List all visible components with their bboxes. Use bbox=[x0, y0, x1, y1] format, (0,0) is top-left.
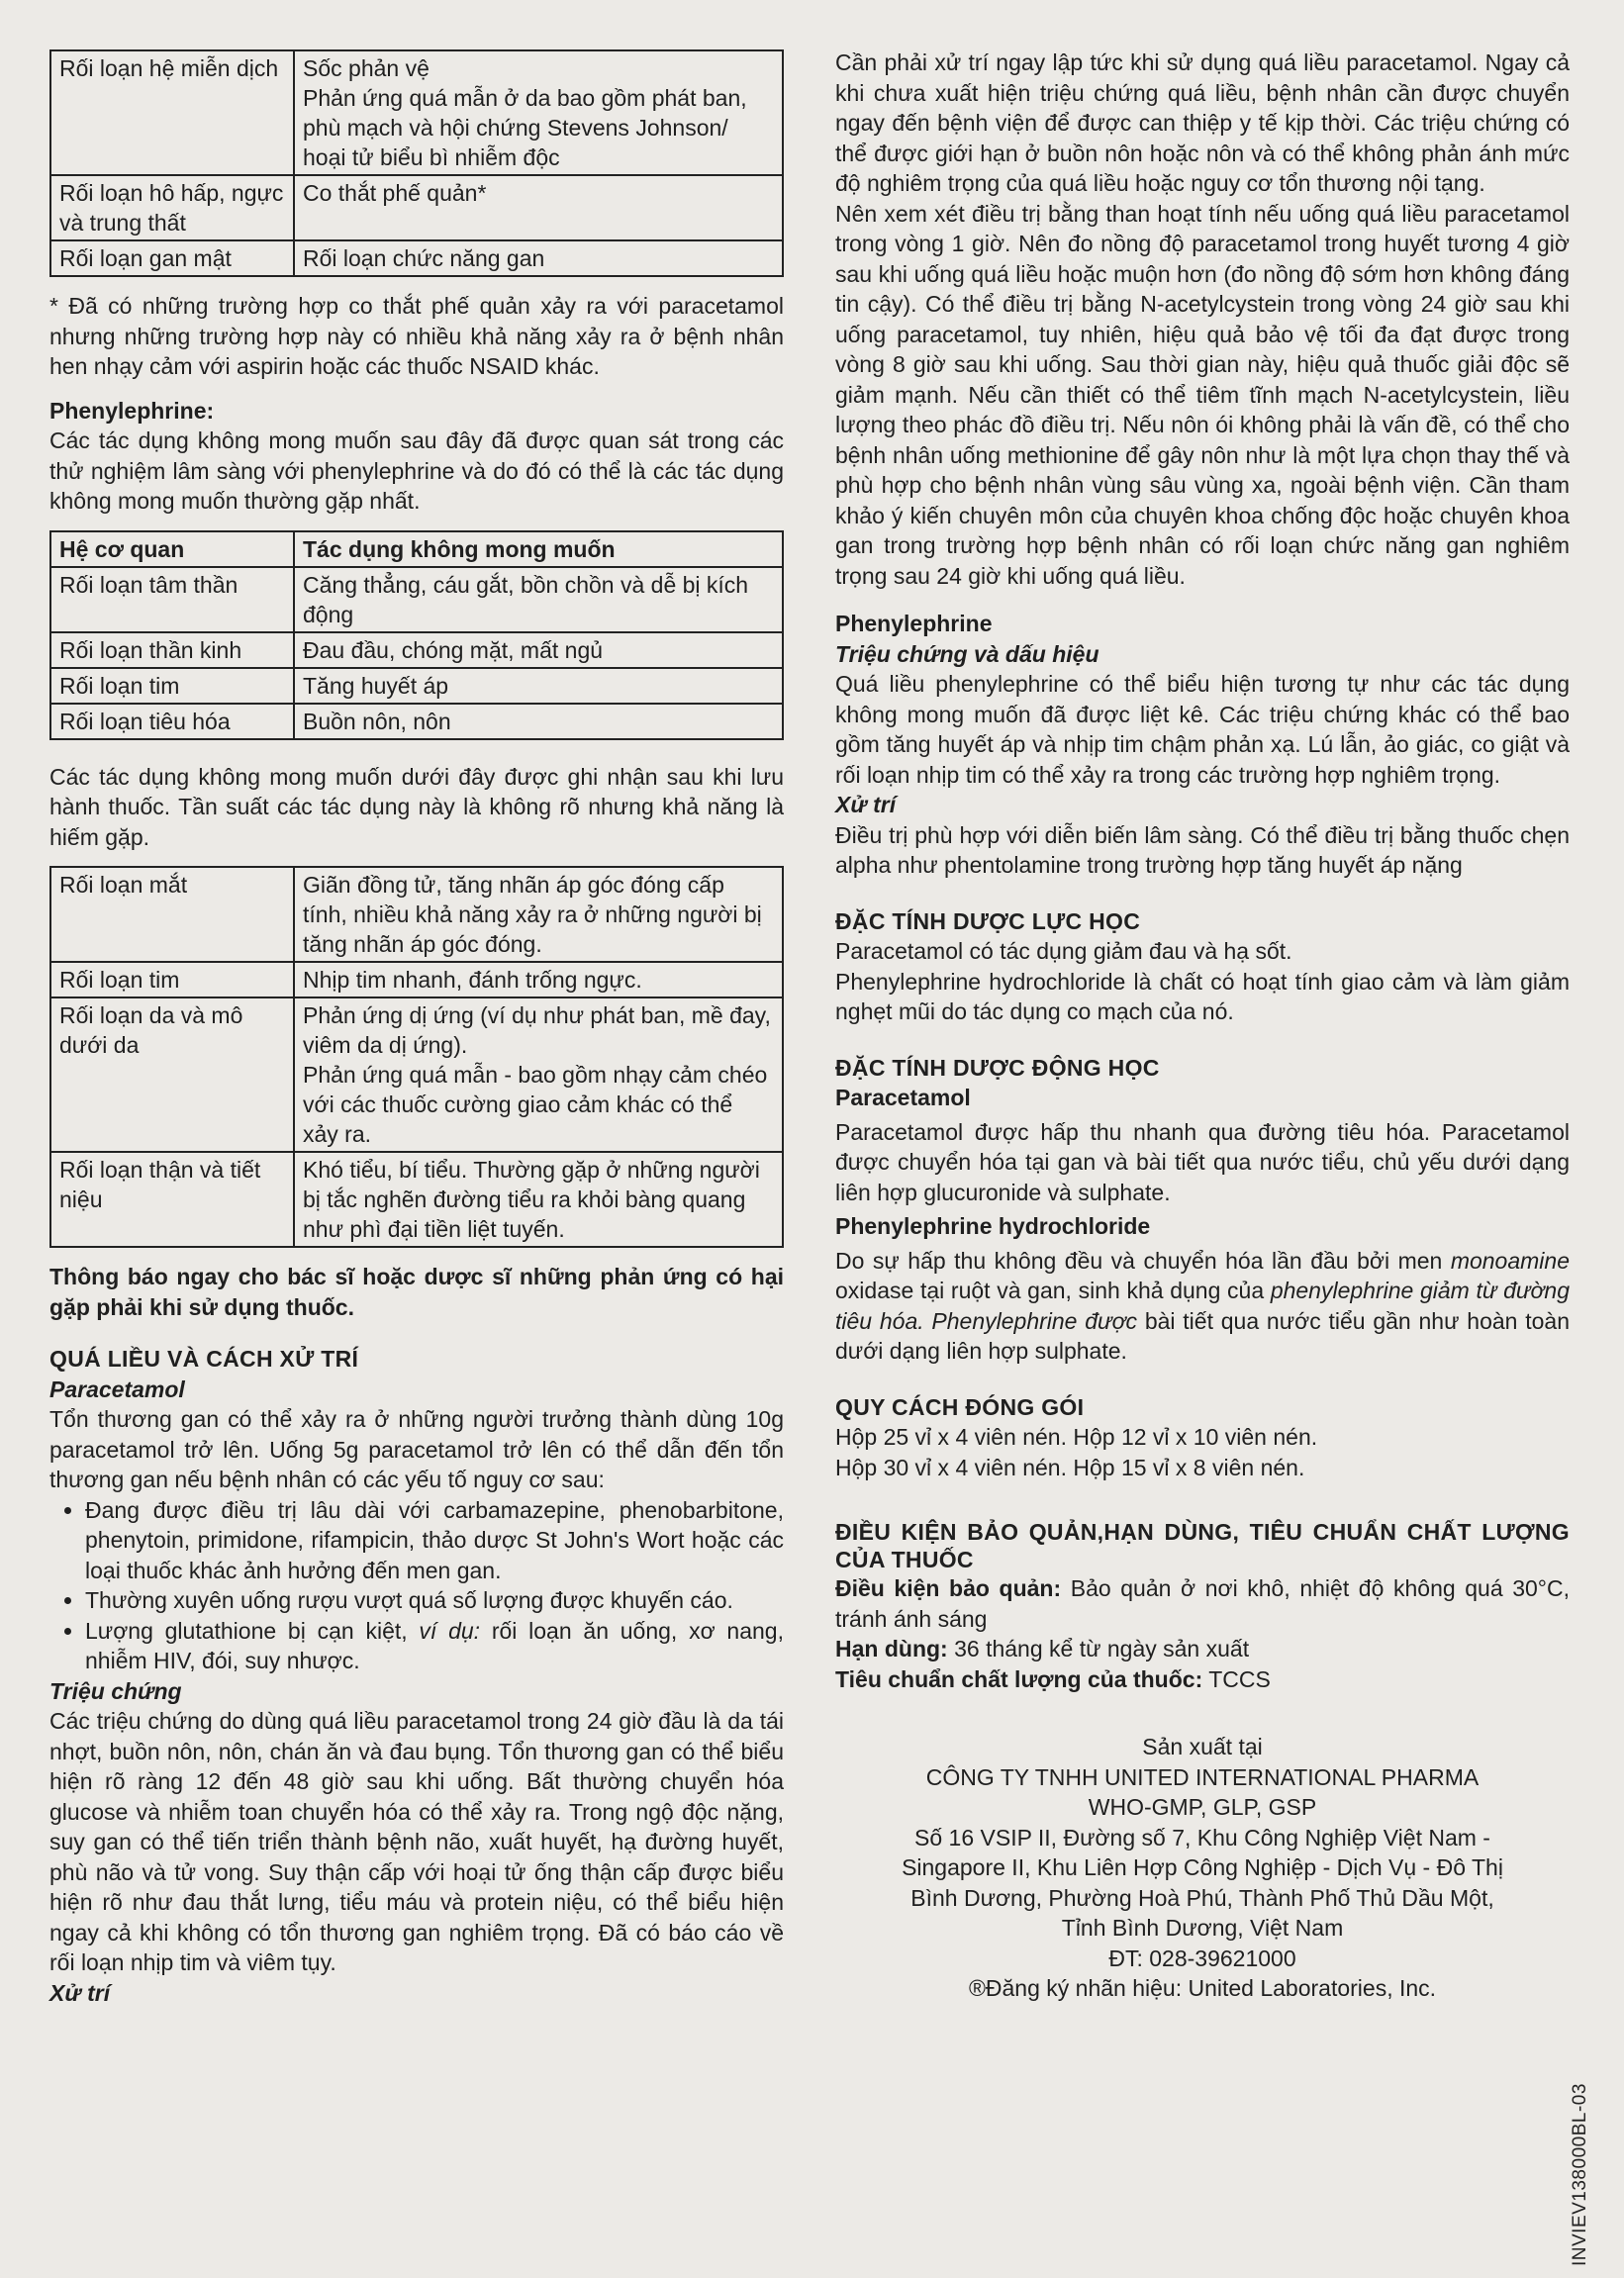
table-row bbox=[50, 567, 783, 632]
phenylephrine-heading: Phenylephrine: bbox=[49, 397, 215, 424]
table-row bbox=[50, 867, 783, 962]
effect-cell: Co thắt phế quản* bbox=[294, 175, 783, 240]
phenyl-treatment-heading: Xử trí bbox=[835, 792, 897, 817]
treatment-heading: Xử trí bbox=[49, 1979, 111, 2006]
table-row bbox=[50, 1152, 783, 1247]
effect-cell: Buồn nôn, nôn bbox=[294, 704, 783, 739]
table-row bbox=[50, 632, 783, 668]
manufacturer-block bbox=[835, 1732, 1570, 2004]
adverse-table-paracetamol bbox=[49, 49, 784, 277]
left-column bbox=[49, 0, 784, 2008]
storage-conditions: Điều kiện bảo quản: Bảo quản ở nơi khô, nhiệt độ không quá 30°C, tránh ánh sáng bbox=[835, 1575, 1570, 1632]
list-item: • Đang được điều trị lâu dài với carbamazepine, phenobarbitone, phenytoin, primidone, rifampicin, thảo dược St John's Wort hoặc các loại thuốc khác ảnh hưởng đến men gan. bbox=[85, 1495, 784, 1586]
pk-phenylephrine-paragraph: Do sự hấp thu không đều và chuyển hóa lần đầu bởi men monoamine oxidase tại ruột và gan, sinh khả dụng của phenylephrine giảm từ đường tiêu hóa. Phenylephrine được bài tiết qua nước tiểu gần như hoàn toàn dưới dạng liên hợp sulphate. bbox=[835, 1247, 1570, 1364]
pharmacokinetics-heading: ĐẶC TÍNH DƯỢC ĐỘNG HỌC bbox=[835, 1054, 1160, 1081]
table-header-row bbox=[50, 531, 783, 567]
address-line-1: Số 16 VSIP II, Đường số 7, Khu Công Nghiệp Việt Nam - bbox=[914, 1824, 1490, 1851]
overdose-heading: QUÁ LIỀU VÀ CÁCH XỬ TRÍ bbox=[49, 1346, 359, 1372]
list-item: • Thường xuyên uống rượu vượt quá số lượng được khuyến cáo. bbox=[85, 1585, 784, 1616]
notify-doctor-note: Thông báo ngay cho bác sĩ hoặc dược sĩ những phản ứng có hại gặp phải khi sử dụng thuốc. bbox=[49, 1264, 784, 1320]
treatment-paragraph-2: Nên xem xét điều trị bằng than hoạt tính nếu uống quá liều paracetamol trong vòng 1 giờ. Nên đo nồng độ paracetamol trong huyết tương 4 giờ sau khi uống quá liều hoặc muộn hơn (đo nồng độ sớm hơn không đáng tin cậy). Có thể điều trị bằng N-acetylcystein trong vòng 24 giờ sau khi uống paracetamol, tuy nhiên, hiệu quả bảo vệ tối đa đạt được trong vòng 8 giờ sau khi uống. Sau thời gian này, hiệu quả thuốc giải độc sẽ giảm mạnh. Nếu cần thiết có thể tiêm tĩnh mạch N-acetylcystein, liều lượng theo phác đồ điều trị. Nếu nôn ói không phải là vấn đề, có thể cho bệnh nhân uống methionine để gây nôn như là một lựa chọn thay thế và phù hợp cho bệnh nhân vùng sâu vùng xa, ngoài bệnh viện. Cần tham khảo ý kiến chuyên môn của chuyên khoa chống độc hoặc chuyên khoa gan trong trường hợp bệnh nhân có rối loạn chức năng gan nghiêm trọng sau 24 giờ khi uống quá liều. bbox=[835, 200, 1570, 589]
pk-phenylephrine-heading: Phenylephrine hydrochloride bbox=[835, 1213, 1151, 1239]
certifications: WHO-GMP, GLP, GSP bbox=[1088, 1794, 1317, 1820]
organ-system-cell: Rối loạn hô hấp, ngực và trung thất bbox=[50, 175, 294, 240]
pharmacodynamics-2: Phenylephrine hydrochloride là chất có hoạt tính giao cảm và làm giảm nghẹt mũi do tác dụng co mạch của nó. bbox=[835, 968, 1570, 1024]
effect-cell: Đau đầu, chóng mặt, mất ngủ bbox=[294, 632, 783, 668]
risk-factor-list bbox=[49, 1495, 784, 1676]
trademark: ®Đăng ký nhãn hiệu: United Laboratories, Inc. bbox=[968, 1975, 1437, 2001]
effect-cell: Tăng huyết áp bbox=[294, 668, 783, 704]
treatment-paragraph-1: Cần phải xử trí ngay lập tức khi sử dụng quá liều paracetamol. Ngay cả khi chưa xuất hiện triệu chứng quá liều, bệnh nhân cần được chuyển ngay đến bệnh viện để được can thiệp y tế kịp thời. Các triệu chứng có thể được giới hạn ở buồn nôn hoặc nôn và có thể không phản ánh mức độ nghiêm trọng của quá liều hoặc nguy cơ tổn thương nội tạng. bbox=[835, 49, 1570, 196]
effect-cell: Phản ứng dị ứng (ví dụ như phát ban, mề đay, viêm da dị ứng). Phản ứng quá mẫn - bao gồm nhạy cảm chéo với các thuốc cường giao cảm khác có thể xảy ra. bbox=[294, 997, 783, 1152]
header-adverse-effect: Tác dụng không mong muốn bbox=[294, 531, 783, 567]
phenylephrine-intro: Các tác dụng không mong muốn sau đây đã được quan sát trong các thử nghiệm lâm sàng với phenylephrine và do đó có thể là các tác dụng không mong muốn thường gặp nhất. bbox=[49, 427, 784, 514]
address-line-4: Tỉnh Bình Dương, Việt Nam bbox=[1061, 1915, 1344, 1941]
packaging-line-2: Hộp 30 vỉ x 4 viên nén. Hộp 15 vỉ x 8 viên nén. bbox=[835, 1454, 1305, 1480]
effect-cell: Nhịp tim nhanh, đánh trống ngực. bbox=[294, 962, 783, 997]
table-row bbox=[50, 175, 783, 240]
company-name: CÔNG TY TNHH UNITED INTERNATIONAL PHARMA bbox=[925, 1763, 1480, 1790]
quality-standard: Tiêu chuẩn chất lượng của thuốc: TCCS bbox=[835, 1665, 1271, 1692]
organ-system-cell: Rối loạn da và mô dưới da bbox=[50, 997, 294, 1152]
paracetamol-subheading: Paracetamol bbox=[49, 1376, 185, 1402]
adverse-table-postmarketing bbox=[49, 866, 784, 1248]
adverse-table-phenylephrine bbox=[49, 530, 784, 740]
made-at: Sản xuất tại bbox=[1142, 1734, 1263, 1759]
right-column bbox=[835, 0, 1570, 2004]
organ-system-cell: Rối loạn tim bbox=[50, 962, 294, 997]
organ-system-cell: Rối loạn gan mật bbox=[50, 240, 294, 276]
postmarketing-intro: Các tác dụng không mong muốn dưới đây được ghi nhận sau khi lưu hành thuốc. Tần suất các tác dụng này là không rõ nhưng khả năng là hiếm gặp. bbox=[49, 763, 784, 850]
table-row bbox=[50, 50, 783, 175]
pharmacodynamics-1: Paracetamol có tác dụng giảm đau và hạ sốt. bbox=[835, 938, 1292, 964]
expiry: Hạn dùng: 36 tháng kể từ ngày sản xuất bbox=[835, 1636, 1250, 1661]
packaging-line-1: Hộp 25 vỉ x 4 viên nén. Hộp 12 vỉ x 10 viên nén. bbox=[835, 1424, 1318, 1450]
phenyl-treatment-paragraph: Điều trị phù hợp với diễn biến lâm sàng. Có thể điều trị bằng thuốc chẹn alpha như phentolamine trong trường hợp tăng huyết áp nặng bbox=[835, 821, 1570, 878]
symptoms-paragraph: Các triệu chứng do dùng quá liều paracetamol trong 24 giờ đầu là da tái nhợt, buồn nôn, nôn, chán ăn và đau bụng. Tổn thương gan có thể biểu hiện rõ ràng 12 đến 48 giờ sau khi uống. Bất thường chuyển hóa glucose và nhiễm toan chuyển hóa có thể xảy ra. Trong ngộ độc nặng, suy gan có thể tiến triển thành bệnh não, xuất huyết, hạ đường huyết, phù não và tử vong. Suy thận cấp với hoại tử ống thận cấp được biểu hiện rõ như đau thắt lưng, tiểu máu và protein niệu, có thể biểu hiện ngay cả khi không có tổn thương gan nghiêm trọng. Đã có báo cáo về rối loạn nhịp tim và viêm tụy. bbox=[49, 1708, 784, 1975]
effect-cell: Rối loạn chức năng gan bbox=[294, 240, 783, 276]
table-row bbox=[50, 668, 783, 704]
table-row bbox=[50, 962, 783, 997]
organ-system-cell: Rối loạn thận và tiết niệu bbox=[50, 1152, 294, 1247]
effect-cell: Giãn đồng tử, tăng nhãn áp góc đóng cấp tính, nhiều khả năng xảy ra ở những người bị tăng nhãn áp góc đóng. bbox=[294, 867, 783, 962]
phenylephrine-overdose-heading: Phenylephrine bbox=[835, 611, 993, 636]
pk-paracetamol-paragraph: Paracetamol được hấp thu nhanh qua đường tiêu hóa. Paracetamol được chuyển hóa tại gan và bài tiết qua nước tiểu, chủ yếu dưới dạng liên hợp glucuronide và sulphate. bbox=[835, 1118, 1570, 1205]
table-row bbox=[50, 240, 783, 276]
organ-system-cell: Rối loạn mắt bbox=[50, 867, 294, 962]
symptoms-heading: Triệu chứng bbox=[49, 1677, 182, 1704]
storage-heading: ĐIỀU KIỆN BẢO QUẢN,HẠN DÙNG, TIÊU CHUẨN CHẤT LƯỢNG CỦA THUỐC bbox=[835, 1519, 1570, 1572]
pharmacodynamics-heading: ĐẶC TÍNH DƯỢC LỰC HỌC bbox=[835, 907, 1141, 934]
phone: ĐT: 028-39621000 bbox=[1108, 1945, 1296, 1971]
header-organ-system: Hệ cơ quan bbox=[50, 531, 294, 567]
bronchospasm-note: * Đã có những trường hợp co thắt phế quản xảy ra với paracetamol nhưng những trường hợp này có nhiều khả năng xảy ra ở bệnh nhân hen nhạy cảm với aspirin hoặc các thuốc NSAID khác. bbox=[49, 293, 784, 379]
side-document-code: INVIEV138000BL-03 bbox=[1570, 2083, 1590, 2266]
packaging-heading: QUY CÁCH ĐÓNG GÓI bbox=[835, 1393, 1085, 1420]
organ-system-cell: Rối loạn hệ miễn dịch bbox=[50, 50, 294, 175]
effect-cell: Khó tiểu, bí tiểu. Thường gặp ở những người bị tắc nghẽn đường tiểu ra khỏi bàng quang như phì đại tiền liệt tuyến. bbox=[294, 1152, 783, 1247]
signs-heading: Triệu chứng và dấu hiệu bbox=[835, 640, 1099, 667]
overdose-paragraph: Tổn thương gan có thể xảy ra ở những người trưởng thành dùng 10g paracetamol trở lên. Uống 5g paracetamol trở lên có thể dẫn đến tổn thương gan nếu bệnh nhân có các yếu tố nguy cơ sau: bbox=[49, 1406, 784, 1492]
effect-cell: Sốc phản vệ Phản ứng quá mẫn ở da bao gồm phát ban, phù mạch và hội chứng Stevens Johnson/ hoại tử biểu bì nhiễm độc bbox=[294, 50, 783, 175]
table-row bbox=[50, 704, 783, 739]
list-item: • Lượng glutathione bị cạn kiệt, ví dụ: rối loạn ăn uống, xơ nang, nhiễm HIV, đói, suy nhược. bbox=[85, 1616, 784, 1676]
table-row bbox=[50, 997, 783, 1152]
organ-system-cell: Rối loạn tiêu hóa bbox=[50, 704, 294, 739]
organ-system-cell: Rối loạn tim bbox=[50, 668, 294, 704]
signs-paragraph: Quá liều phenylephrine có thể biểu hiện tương tự như các tác dụng không mong muốn đã được liệt kê. Các triệu chứng khác có thể bao gồm tăng huyết áp và nhịp tim chậm phản xạ. Lú lẫn, ảo giác, co giật và rối loạn nhịp tim có thể xảy ra trong các trường hợp nghiêm trọng. bbox=[835, 671, 1570, 788]
organ-system-cell: Rối loạn tâm thần bbox=[50, 567, 294, 632]
address-line-2: Singapore II, Khu Liên Hợp Công Nghiệp - Dịch Vụ - Đô Thị bbox=[902, 1854, 1503, 1880]
pk-paracetamol-heading: Paracetamol bbox=[835, 1085, 971, 1110]
address-line-3: Bình Dương, Phường Hoà Phú, Thành Phố Thủ Dầu Một, bbox=[910, 1884, 1494, 1911]
effect-cell: Căng thẳng, cáu gắt, bồn chồn và dễ bị kích động bbox=[294, 567, 783, 632]
organ-system-cell: Rối loạn thần kinh bbox=[50, 632, 294, 668]
